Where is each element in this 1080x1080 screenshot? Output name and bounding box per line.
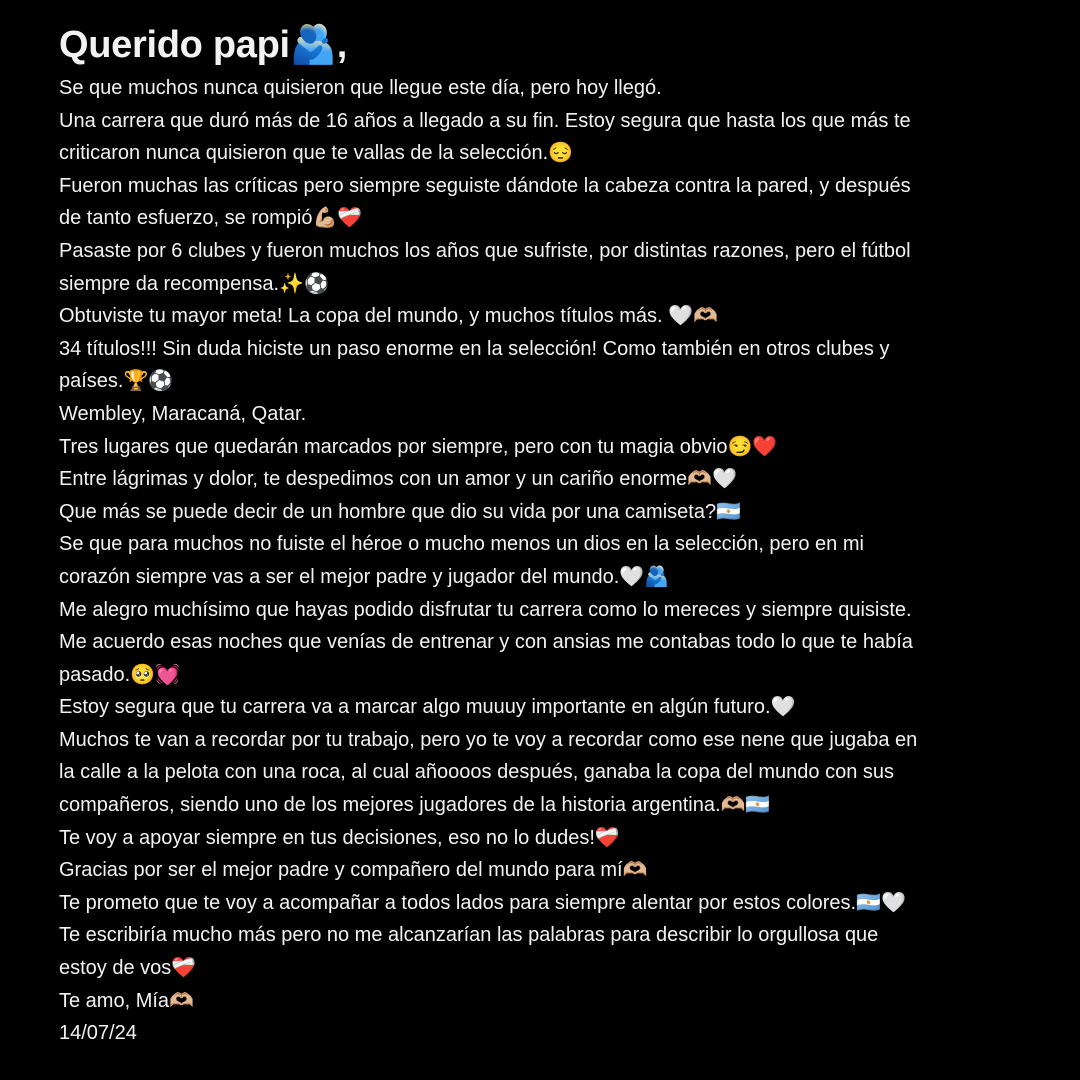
note-line: Obtuviste tu mayor meta! La copa del mundo, y muchos títulos más. 🤍🫶🏼 (59, 305, 718, 328)
note-line: Me acuerdo esas noches que venías de entrenar y con ansias me contabas todo lo que te había (59, 631, 913, 654)
note-line: Te escribiría mucho más pero no me alcanzarían las palabras para describir lo orgullosa que (59, 924, 879, 947)
note-line: siempre da recompensa.✨⚽️ (59, 272, 329, 295)
note-line: Te amo, Mía🫶🏼 (59, 989, 194, 1012)
note-line: de tanto esfuerzo, se rompió💪🏼❤️‍🩹 (59, 207, 363, 230)
note-line: Te voy a apoyar siempre en tus decisiones, eso no lo dudes!❤️‍🩹 (59, 826, 620, 849)
note-line: Una carrera que duró más de 16 años a llegado a su fin. Estoy segura que hasta los que más te (59, 109, 911, 132)
note-line: Que más se puede decir de un hombre que dio su vida por una camiseta?🇦🇷 (59, 500, 741, 523)
note-line: Entre lágrimas y dolor, te despedimos con un amor y un cariño enorme🫶🏼🤍 (59, 468, 737, 491)
note-line: países.🏆⚽️ (59, 370, 174, 393)
note-line: Muchos te van a recordar por tu trabajo, pero yo te voy a recordar como ese nene que jugaba en (59, 728, 918, 751)
note-body (59, 72, 1049, 1017)
note-line: Estoy segura que tu carrera va a marcar algo muuuy importante en algún futuro.🤍 (59, 696, 796, 719)
note-line: 34 títulos!!! Sin duda hiciste un paso enorme en la selección! Como también en otros clubes y (59, 337, 890, 360)
note-line: Se que muchos nunca quisieron que llegue este día, pero hoy llegó. (59, 77, 662, 99)
note-line: pasado.🥺💓 (59, 663, 180, 686)
note-line: criticaron nunca quisieron que te vallas de la selección.😔 (59, 142, 574, 165)
note-line: Se que para muchos no fuiste el héroe o mucho menos un dios en la selección, pero en mi (59, 533, 864, 556)
note-line: la calle a la pelota con una roca, al cual añoooos después, ganaba la copa del mundo con sus (59, 761, 895, 784)
note-container (59, 22, 1049, 1050)
note-line: Me alegro muchísimo que hayas podido disfrutar tu carrera como lo mereces y siempre quisiste. (59, 598, 912, 621)
note-line: Tres lugares que quedarán marcados por siempre, pero con tu magia obvio😏❤️ (59, 435, 778, 458)
note-line: Fueron muchas las críticas pero siempre seguiste dándote la cabeza contra la pared, y después (59, 174, 911, 197)
note-line: Wembley, Maracaná, Qatar. (59, 402, 307, 425)
note-date: 14/07/24 (59, 1022, 137, 1045)
note-title: Querido papi🫂, (59, 24, 348, 66)
note-line: corazón siempre vas a ser el mejor padre y jugador del mundo.🤍🫂 (59, 565, 670, 588)
note-line: Te prometo que te voy a acompañar a todos lados para siempre alentar por estos colores.🇦🇷🤍 (59, 891, 906, 914)
note-line: compañeros, siendo uno de los mejores jugadores de la historia argentina.🫶🏼🇦🇷 (59, 794, 771, 817)
note-line: Pasaste por 6 clubes y fueron muchos los años que sufriste, por distintas razones, pero el fútbol (59, 239, 911, 262)
note-line: estoy de vos❤️‍🩹 (59, 957, 197, 980)
note-line: Gracias por ser el mejor padre y compañero del mundo para mí🫶🏼 (59, 859, 648, 882)
